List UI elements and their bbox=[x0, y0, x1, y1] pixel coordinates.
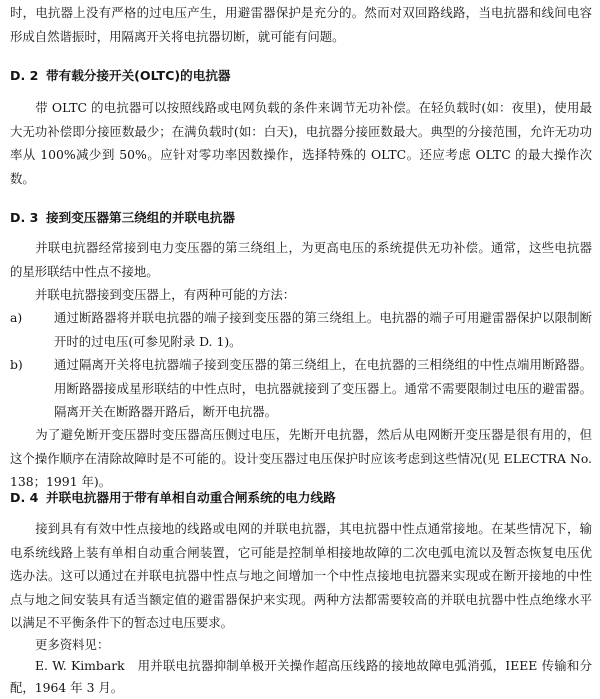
section-d3-paragraph-1: 并联电抗器经常接到电力变压器的第三绕组上，为更高电压的系统提供无功补偿。通常，这些电抗器的星形联结中性点不接地。 bbox=[10, 240, 592, 279]
list-marker-b: b) bbox=[10, 357, 23, 372]
reference-entry: E. W. Kimbark 用并联电抗器抑制单极开关操作超高压线路的接地故障电弧消弧，IEEE 传输和分配，1964 年 3 月。 bbox=[10, 658, 592, 695]
section-d3-paragraph-2: 并联电抗器接到变压器上，有两种可能的方法： bbox=[35, 287, 296, 302]
list-text-a: 通过断路器将并联电抗器的端子接到变压器的第三绕组上。电抗器的端子可用避雷器保护以限制断开时的过电压(可参见附录 D. 1)。 bbox=[54, 310, 592, 349]
intro-paragraph: 时，电抗器上没有严格的过电压产生，用避雷器保护是充分的。然而对双回路线路，当电抗器和线间电容形成自然谐振时，用隔离开关将电抗器切断，就可能有问题。 bbox=[10, 5, 592, 44]
section-d3-title: 接到变压器第三绕组的并联电抗器 bbox=[46, 210, 235, 225]
list-text-b: 通过隔离开关将电抗器端子接到变压器的第三绕组上，在电抗器的三相绕组的中性点端用断路器。用断路器接成星形联结的中性点时，电抗器就接到了变压器上。通常不需要限制过电压的避雷器。隔离开关在断路器开路后，断开电抗器。 bbox=[54, 357, 592, 419]
list-item-a bbox=[10, 306, 592, 353]
section-d3-number: D. 3 bbox=[10, 210, 39, 225]
section-d4-paragraph: 接到具有有效中性点接地的线路或电网的并联电抗器，其电抗器中性点通常接地。在某些情况下，输电系统线路上装有单相自动重合闸装置，它可能是控制单相接地故障的二次电弧电流以及暂态恢复电压优选办法。这可以通过在并联电抗器中性点与地之间增加一个中性点接地电抗器来实现或在断开接地的中性点与地之间安装具有适当额定值的避雷器保护来实现。两种方法都需要较高的并联电抗器中性点绝缘水平以满足不平衡条件下的暂态过电压要求。 bbox=[10, 521, 592, 630]
section-d4-number: D. 4 bbox=[10, 490, 39, 505]
section-d2-number: D. 2 bbox=[10, 68, 39, 83]
section-d2-heading bbox=[10, 66, 590, 86]
section-d3-heading bbox=[10, 208, 590, 228]
section-d3-paragraph-3: 为了避免断开变压器时变压器高压侧过电压，先断开电抗器，然后从电网断开变压器是很有用的，但这个操作顺序在清除故障时是不可能的。设计变压器过电压保护时应该考虑到这些情况(见 ELECTRA No. 138；1991 年)。 bbox=[10, 427, 592, 489]
section-d4-heading bbox=[10, 488, 590, 508]
section-d2-title: 带有载分接开关(OLTC)的电抗器 bbox=[46, 68, 231, 83]
more-info-label: 更多资料见： bbox=[35, 637, 110, 652]
list-item-b bbox=[10, 353, 592, 424]
section-d4-title: 并联电抗器用于带有单相自动重合闸系统的电力线路 bbox=[46, 490, 336, 505]
list-marker-a: a) bbox=[10, 310, 23, 325]
section-d2-paragraph: 带 OLTC 的电抗器可以按照线路或电网负载的条件来调节无功补偿。在轻负载时(如：夜里)，使用最大无功补偿即分接匝数最少；在满负载时(如：白天)，电抗器分接匝数最大。典型的分接范围，允许无功功率从 100%减少到 50%。应针对零功率因数操作，选择特殊的 OLTC。还应考虑 OLTC 的最大操作次数。 bbox=[10, 100, 592, 186]
